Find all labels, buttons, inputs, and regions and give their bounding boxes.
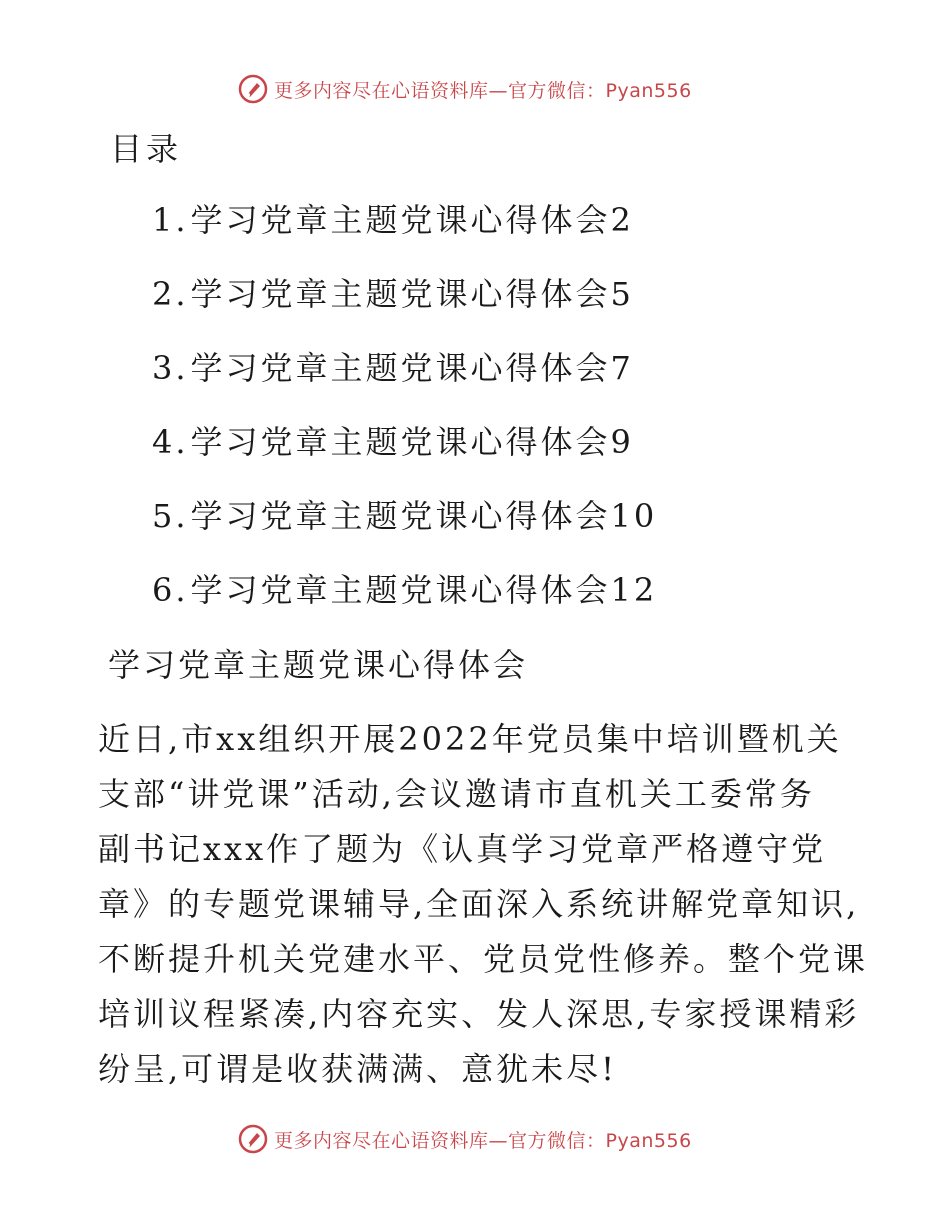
toc-item-page: 12: [610, 571, 658, 609]
toc-item-text: 学习党章主题党课心得体会: [190, 423, 611, 461]
toc-item-number: 2.: [152, 275, 189, 313]
toc-item-page: 5: [610, 275, 634, 313]
toc-item-number: 5.: [152, 497, 189, 535]
toc-item-text: 学习党章主题党课心得体会: [190, 349, 611, 387]
toc-title: 目录: [110, 130, 183, 168]
footer-banner-text: 更多内容尽在心语资料库—官方微信：Pyan556: [274, 1129, 692, 1152]
toc-item-page: 9: [610, 423, 634, 461]
toc-item-text: 学习党章主题党课心得体会: [190, 201, 611, 239]
toc-item[interactable]: [152, 342, 657, 416]
toc-item[interactable]: [152, 268, 657, 342]
body-line: 副书记xxx作了题为《认真学习党章严格遵守党: [98, 830, 827, 868]
toc-item-text: 学习党章主题党课心得体会: [190, 497, 611, 535]
toc-item[interactable]: [152, 564, 657, 638]
footer-banner: [238, 1122, 692, 1156]
toc-item-number: 1.: [152, 201, 189, 239]
toc-item-page: 7: [610, 349, 634, 387]
toc-item-number: 6.: [152, 571, 189, 609]
toc-item-text: 学习党章主题党课心得体会: [190, 275, 611, 313]
body-line: 培训议程紧凑,内容充实、发人深思,专家授课精彩: [98, 995, 860, 1033]
toc-item[interactable]: [152, 194, 657, 268]
pen-nib-logo-icon: [238, 74, 268, 104]
toc-item-number: 3.: [152, 349, 189, 387]
header-banner: [238, 72, 692, 106]
section-title: 学习党章主题党课心得体会: [108, 646, 529, 684]
body-line: 纷呈,可谓是收获满满、意犹未尽!: [98, 1050, 618, 1088]
header-banner-text: 更多内容尽在心语资料库—官方微信：Pyan556: [274, 79, 692, 102]
body-line: 章》的专题党课辅导,全面深入系统讲解党章知识,: [98, 885, 860, 923]
toc-item-page: 2: [610, 201, 634, 239]
body-line: 不断提升机关党建水平、党员党性修养。整个党课: [98, 940, 869, 978]
toc-item[interactable]: [152, 416, 657, 490]
toc-item[interactable]: [152, 490, 657, 564]
toc-list: [152, 194, 657, 638]
toc-item-text: 学习党章主题党课心得体会: [190, 571, 611, 609]
pen-nib-logo-icon: [238, 1124, 268, 1154]
body-line: 支部“讲党课”活动,会议邀请市直机关工委常务: [98, 775, 815, 813]
body-paragraph: [98, 713, 869, 1098]
toc-item-number: 4.: [152, 423, 189, 461]
toc-item-page: 10: [610, 497, 658, 535]
body-line: 近日,市xx组织开展2022年党员集中培训暨机关: [98, 720, 842, 758]
